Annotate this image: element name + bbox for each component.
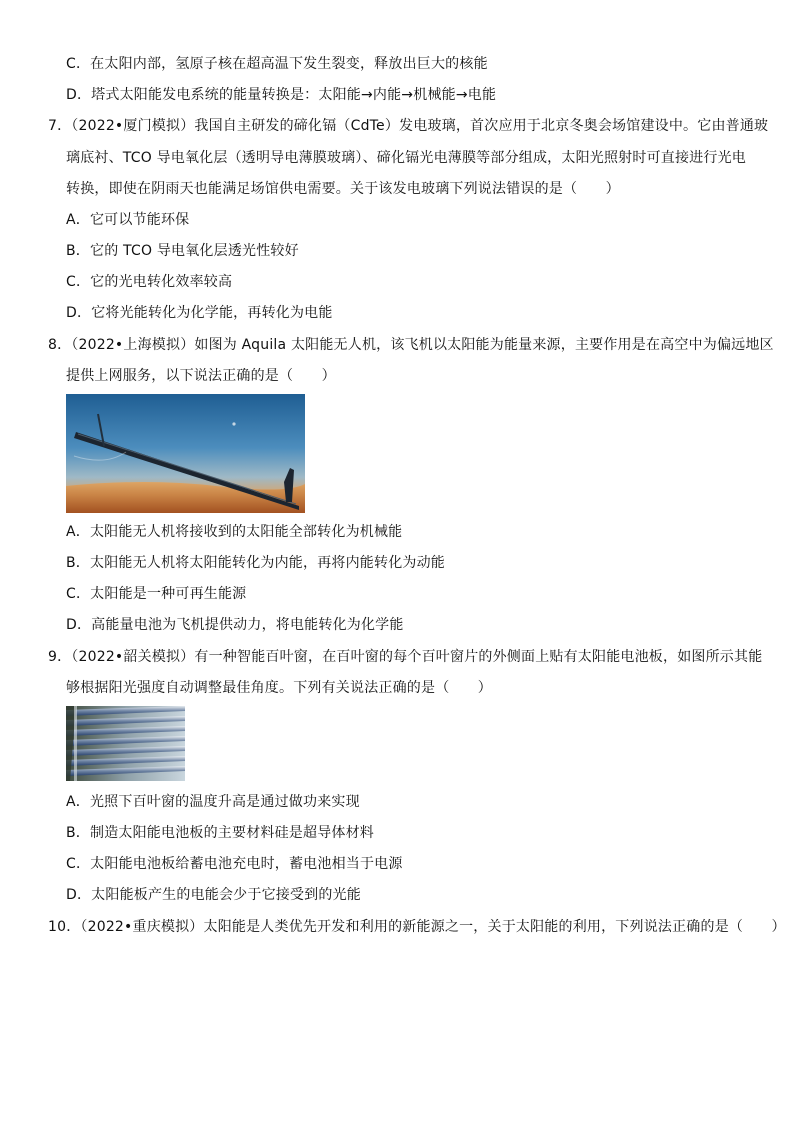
q9-option-a: A．光照下百叶窗的温度升高是通过做功来实现 [66,794,360,810]
q10-stem-line1: 10．（2022•重庆模拟）太阳能是人类优先开发和利用的新能源之一，关于太阳能的利用，下列说法正确的是（ ） [48,919,786,935]
q7-stem-line1: 7．（2022•厦门模拟）我国自主研发的碲化镉（CdTe）发电玻璃，首次应用于北京冬奥会场馆建设中。它由普通玻 [48,118,769,134]
solar-drone-illustration [66,394,305,513]
q7-stem-line2: 璃底衬、TCO 导电氧化层（透明导电薄膜玻璃）、碲化镉光电薄膜等部分组成，太阳光照射时可直接进行光电 [66,150,746,166]
q9-option-d: D．太阳能板产生的电能会少于它接受到的光能 [66,887,361,903]
q8-stem-line1: 8．（2022•上海模拟）如图为 Aquila 太阳能无人机，该飞机以太阳能为能量来源，主要作用是在高空中为偏远地区 [48,337,774,353]
q7-option-c: C．它的光电转化效率较高 [66,274,233,290]
q8-option-b: B．太阳能无人机将太阳能转化为内能，再将内能转化为动能 [66,555,446,571]
q8-option-d: D．高能量电池为飞机提供动力，将电能转化为化学能 [66,617,404,633]
smart-blinds-photo [66,706,185,781]
q6-option-c: C．在太阳内部，氢原子核在超高温下发生裂变，释放出巨大的核能 [66,56,488,72]
q8-option-c: C．太阳能是一种可再生能源 [66,586,247,602]
q9-option-c: C．太阳能电池板给蓄电池充电时，蓄电池相当于电源 [66,856,403,872]
q9-stem-line1: 9．（2022•韶关模拟）有一种智能百叶窗，在百叶窗的每个百叶窗片的外侧面上贴有太阳能电池板，如图所示其能 [48,649,763,665]
q7-option-d: D．它将光能转化为化学能，再转化为电能 [66,305,333,321]
q8-option-a: A．太阳能无人机将接收到的太阳能全部转化为机械能 [66,524,403,540]
smart-blinds-illustration [66,706,185,781]
q9-option-b: B．制造太阳能电池板的主要材料硅是超导体材料 [66,825,375,841]
q9-stem-line2: 够根据阳光强度自动调整最佳角度。下列有关说法正确的是（ ） [66,680,492,696]
q7-option-b: B．它的 TCO 导电氧化层透光性较好 [66,243,299,259]
q6-option-d: D．塔式太阳能发电系统的能量转换是：太阳能→内能→机械能→电能 [66,87,497,103]
q8-stem-line2: 提供上网服务，以下说法正确的是（ ） [66,368,336,384]
q7-stem-line3: 转换，即使在阴雨天也能满足场馆供电需要。关于该发电玻璃下列说法错误的是（ ） [66,181,620,197]
solar-drone-photo [66,394,305,513]
q7-option-a: A．它可以节能环保 [66,212,190,228]
